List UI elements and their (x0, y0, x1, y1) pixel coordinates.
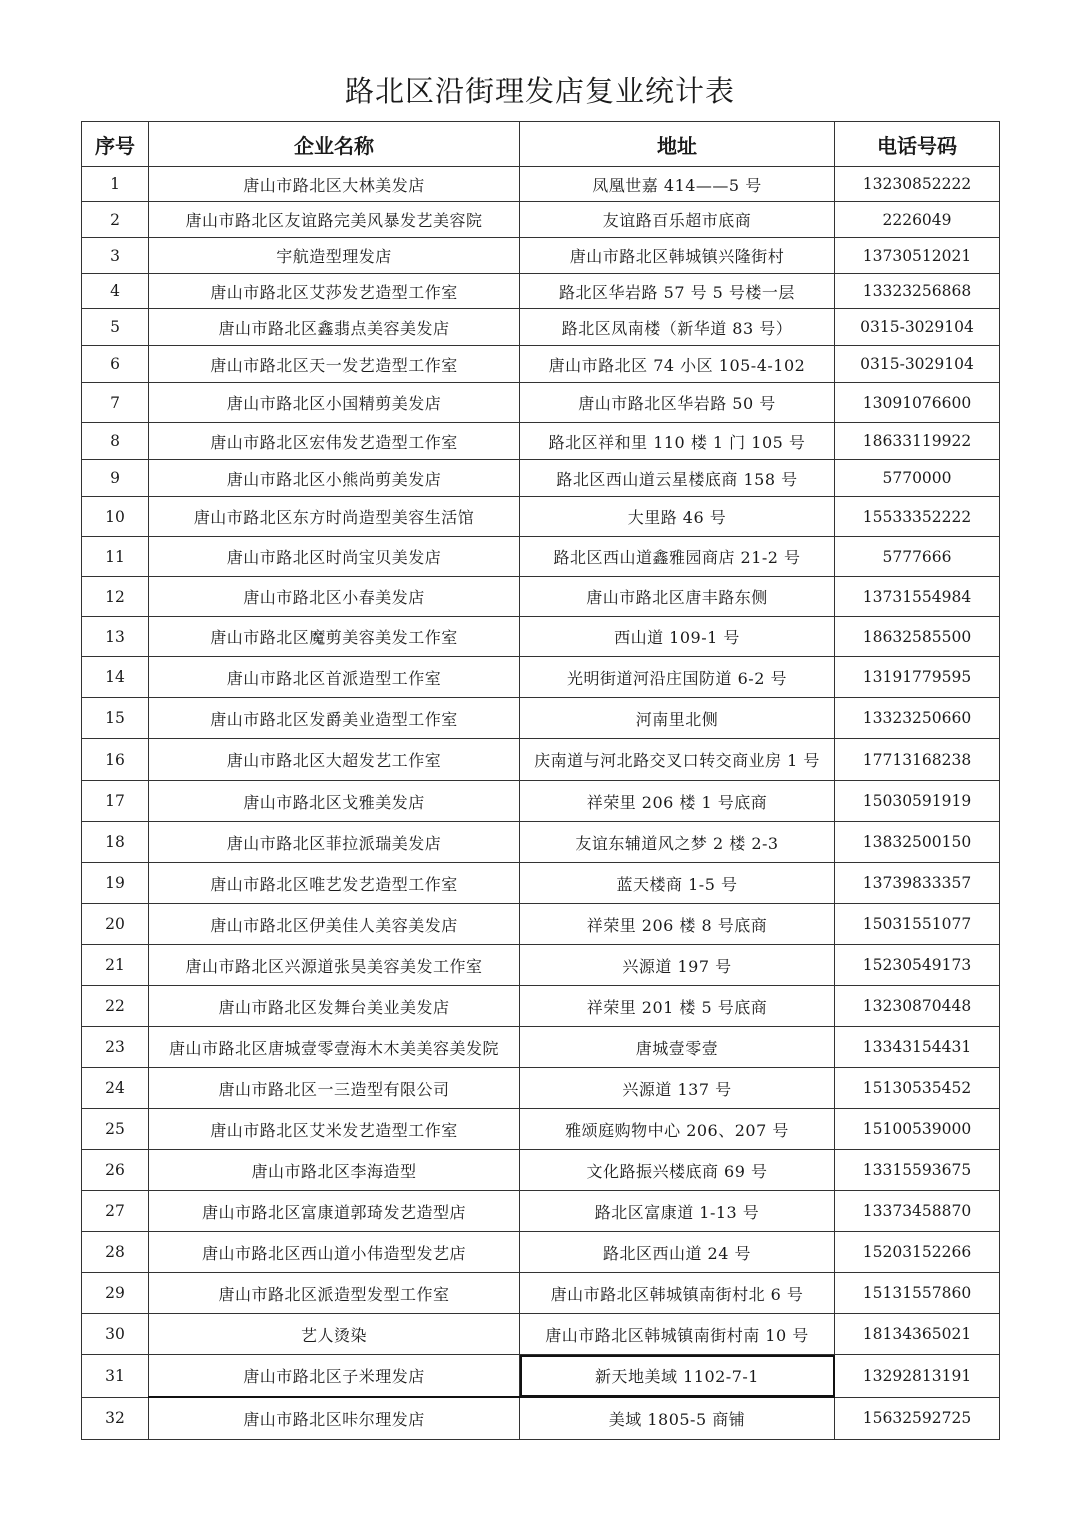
cell-phone: 15533352222 (835, 497, 1000, 537)
table-row (82, 238, 1000, 274)
cell-address: 路北区西山道鑫雅园商店 21-2 号 (520, 537, 835, 577)
cell-phone: 13731554984 (835, 577, 1000, 617)
cell-address: 兴源道 197 号 (520, 945, 835, 986)
cell-phone: 15130535452 (835, 1068, 1000, 1109)
cell-phone: 15100539000 (835, 1109, 1000, 1150)
table-row (82, 460, 1000, 497)
cell-phone: 13323256868 (835, 274, 1000, 309)
cell-phone: 13730512021 (835, 238, 1000, 274)
cell-name: 唐山市路北区东方时尚造型美容生活馆 (149, 497, 520, 537)
cell-address: 蓝天楼商 1-5 号 (520, 863, 835, 904)
header-name: 企业名称 (149, 122, 520, 167)
cell-address: 兴源道 137 号 (520, 1068, 835, 1109)
cell-name: 唐山市路北区唐城壹零壹海木木美美容美发院 (149, 1027, 520, 1068)
cell-name: 唐山市路北区魔剪美容美发工作室 (149, 617, 520, 657)
cell-name: 唐山市路北区艾米发艺造型工作室 (149, 1109, 520, 1150)
cell-seq: 15 (82, 698, 149, 739)
header-phone: 电话号码 (835, 122, 1000, 167)
cell-seq: 7 (82, 383, 149, 423)
cell-address: 祥荣里 206 楼 8 号底商 (520, 904, 835, 945)
cell-seq: 29 (82, 1273, 149, 1314)
table-row (82, 1314, 1000, 1355)
cell-name: 唐山市路北区菲拉派瑞美发店 (149, 822, 520, 863)
table-row (82, 274, 1000, 309)
cell-address: 路北区西山道云星楼底商 158 号 (520, 460, 835, 497)
cell-address: 路北区西山道 24 号 (520, 1232, 835, 1273)
cell-address: 凤凰世嘉 414——5 号 (520, 167, 835, 202)
cell-name: 唐山市路北区大林美发店 (149, 167, 520, 202)
table-row (82, 497, 1000, 537)
cell-address: 唐山市路北区 74 小区 105-4-102 (520, 346, 835, 383)
cell-seq: 22 (82, 986, 149, 1027)
cell-address: 祥荣里 206 楼 1 号底商 (520, 781, 835, 822)
cell-name: 唐山市路北区戈雅美发店 (149, 781, 520, 822)
cell-name: 唐山市路北区发舞台美业美发店 (149, 986, 520, 1027)
table-row (82, 698, 1000, 739)
cell-phone: 0315-3029104 (835, 346, 1000, 383)
cell-name: 唐山市路北区小国精剪美发店 (149, 383, 520, 423)
cell-address: 唐山市路北区唐丰路东侧 (520, 577, 835, 617)
cell-name: 唐山市路北区艾莎发艺造型工作室 (149, 274, 520, 309)
cell-seq: 13 (82, 617, 149, 657)
cell-name: 唐山市路北区派造型发型工作室 (149, 1273, 520, 1314)
cell-address: 庆南道与河北路交叉口转交商业房 1 号 (520, 739, 835, 781)
cell-name: 唐山市路北区小熊尚剪美发店 (149, 460, 520, 497)
table-row (82, 863, 1000, 904)
cell-address: 西山道 109-1 号 (520, 617, 835, 657)
table-row (82, 1273, 1000, 1314)
cell-phone: 15632592725 (835, 1397, 1000, 1440)
table-row (82, 904, 1000, 945)
cell-seq: 26 (82, 1150, 149, 1191)
cell-seq: 6 (82, 346, 149, 383)
table-row (82, 1109, 1000, 1150)
cell-address: 光明街道河沿庄国防道 6-2 号 (520, 657, 835, 698)
cell-name: 唐山市路北区子米理发店 (149, 1355, 520, 1398)
cell-address: 路北区凤南楼（新华道 83 号） (520, 309, 835, 346)
cell-seq: 30 (82, 1314, 149, 1355)
table-row (82, 617, 1000, 657)
cell-phone: 18632585500 (835, 617, 1000, 657)
cell-address: 新天地美域 1102-7-1 (520, 1355, 835, 1398)
cell-phone: 13230870448 (835, 986, 1000, 1027)
cell-address: 路北区富康道 1-13 号 (520, 1191, 835, 1232)
cell-name: 唐山市路北区唯艺发艺造型工作室 (149, 863, 520, 904)
statistics-table (81, 121, 1000, 1440)
table-row (82, 1068, 1000, 1109)
cell-name: 唐山市路北区天一发艺造型工作室 (149, 346, 520, 383)
cell-address: 文化路振兴楼底商 69 号 (520, 1150, 835, 1191)
table-row (82, 1355, 1000, 1398)
table-row (82, 309, 1000, 346)
cell-seq: 31 (82, 1355, 149, 1398)
cell-phone: 0315-3029104 (835, 309, 1000, 346)
cell-seq: 28 (82, 1232, 149, 1273)
cell-seq: 25 (82, 1109, 149, 1150)
cell-name: 唐山市路北区李海造型 (149, 1150, 520, 1191)
cell-address: 唐山市路北区韩城镇兴隆街村 (520, 238, 835, 274)
cell-phone: 2226049 (835, 202, 1000, 238)
cell-seq: 24 (82, 1068, 149, 1109)
cell-phone: 18134365021 (835, 1314, 1000, 1355)
cell-phone: 5770000 (835, 460, 1000, 497)
cell-seq: 10 (82, 497, 149, 537)
cell-phone: 17713168238 (835, 739, 1000, 781)
cell-address: 唐山市路北区华岩路 50 号 (520, 383, 835, 423)
table-row (82, 739, 1000, 781)
cell-name: 唐山市路北区鑫翡点美容美发店 (149, 309, 520, 346)
cell-phone: 13292813191 (835, 1355, 1000, 1398)
cell-phone: 18633119922 (835, 423, 1000, 460)
cell-name: 唐山市路北区富康道郭琦发艺造型店 (149, 1191, 520, 1232)
table-row (82, 202, 1000, 238)
table-row (82, 1027, 1000, 1068)
cell-name: 唐山市路北区大超发艺工作室 (149, 739, 520, 781)
table-row (82, 346, 1000, 383)
cell-address: 路北区祥和里 110 楼 1 门 105 号 (520, 423, 835, 460)
cell-seq: 11 (82, 537, 149, 577)
cell-name: 艺人烫染 (149, 1314, 520, 1355)
table-row (82, 537, 1000, 577)
cell-seq: 20 (82, 904, 149, 945)
table-row (82, 167, 1000, 202)
cell-name: 唐山市路北区一三造型有限公司 (149, 1068, 520, 1109)
table-row (82, 657, 1000, 698)
cell-seq: 18 (82, 822, 149, 863)
table-row (82, 781, 1000, 822)
table-row (82, 383, 1000, 423)
cell-address: 友谊东辅道风之梦 2 楼 2-3 (520, 822, 835, 863)
cell-phone: 13373458870 (835, 1191, 1000, 1232)
cell-phone: 13323250660 (835, 698, 1000, 739)
cell-seq: 5 (82, 309, 149, 346)
cell-seq: 16 (82, 739, 149, 781)
cell-phone: 13739833357 (835, 863, 1000, 904)
table-row (82, 945, 1000, 986)
cell-phone: 13343154431 (835, 1027, 1000, 1068)
cell-name: 唐山市路北区首派造型工作室 (149, 657, 520, 698)
cell-name: 唐山市路北区兴源道张昊美容美发工作室 (149, 945, 520, 986)
cell-address: 唐城壹零壹 (520, 1027, 835, 1068)
cell-name: 唐山市路北区咔尔理发店 (149, 1397, 520, 1440)
cell-phone: 15131557860 (835, 1273, 1000, 1314)
cell-name: 唐山市路北区友谊路完美风暴发艺美容院 (149, 202, 520, 238)
cell-seq: 9 (82, 460, 149, 497)
cell-phone: 13191779595 (835, 657, 1000, 698)
cell-address: 大里路 46 号 (520, 497, 835, 537)
cell-name: 唐山市路北区小春美发店 (149, 577, 520, 617)
cell-address: 路北区华岩路 57 号 5 号楼一层 (520, 274, 835, 309)
cell-seq: 3 (82, 238, 149, 274)
cell-address: 祥荣里 201 楼 5 号底商 (520, 986, 835, 1027)
cell-phone: 13230852222 (835, 167, 1000, 202)
cell-seq: 2 (82, 202, 149, 238)
cell-address: 友谊路百乐超市底商 (520, 202, 835, 238)
cell-phone: 13832500150 (835, 822, 1000, 863)
cell-name: 宇航造型理发店 (149, 238, 520, 274)
table-row (82, 1150, 1000, 1191)
cell-seq: 1 (82, 167, 149, 202)
cell-phone: 15031551077 (835, 904, 1000, 945)
table-row (82, 1191, 1000, 1232)
cell-address: 河南里北侧 (520, 698, 835, 739)
table-row (82, 577, 1000, 617)
cell-phone: 13315593675 (835, 1150, 1000, 1191)
cell-seq: 14 (82, 657, 149, 698)
cell-address: 雅颂庭购物中心 206、207 号 (520, 1109, 835, 1150)
table-row (82, 1397, 1000, 1440)
cell-seq: 12 (82, 577, 149, 617)
cell-name: 唐山市路北区宏伟发艺造型工作室 (149, 423, 520, 460)
cell-name: 唐山市路北区西山道小伟造型发艺店 (149, 1232, 520, 1273)
cell-phone: 15030591919 (835, 781, 1000, 822)
table-row (82, 986, 1000, 1027)
header-address: 地址 (520, 122, 835, 167)
cell-name: 唐山市路北区时尚宝贝美发店 (149, 537, 520, 577)
cell-name: 唐山市路北区伊美佳人美容美发店 (149, 904, 520, 945)
cell-address: 唐山市路北区韩城镇南街村南 10 号 (520, 1314, 835, 1355)
cell-seq: 17 (82, 781, 149, 822)
cell-address: 美域 1805-5 商铺 (520, 1397, 835, 1440)
cell-seq: 8 (82, 423, 149, 460)
page-title: 路北区沿街理发店复业统计表 (344, 74, 735, 108)
cell-name: 唐山市路北区发爵美业造型工作室 (149, 698, 520, 739)
header-seq: 序号 (82, 122, 149, 167)
table-body (82, 167, 1000, 1440)
cell-seq: 21 (82, 945, 149, 986)
cell-phone: 5777666 (835, 537, 1000, 577)
cell-phone: 13091076600 (835, 383, 1000, 423)
cell-phone: 15203152266 (835, 1232, 1000, 1273)
table-row (82, 423, 1000, 460)
cell-seq: 27 (82, 1191, 149, 1232)
cell-seq: 4 (82, 274, 149, 309)
cell-seq: 19 (82, 863, 149, 904)
cell-phone: 15230549173 (835, 945, 1000, 986)
cell-address: 唐山市路北区韩城镇南街村北 6 号 (520, 1273, 835, 1314)
table-row (82, 1232, 1000, 1273)
cell-seq: 23 (82, 1027, 149, 1068)
table-header-row (82, 122, 1000, 167)
table-row (82, 822, 1000, 863)
cell-seq: 32 (82, 1397, 149, 1440)
